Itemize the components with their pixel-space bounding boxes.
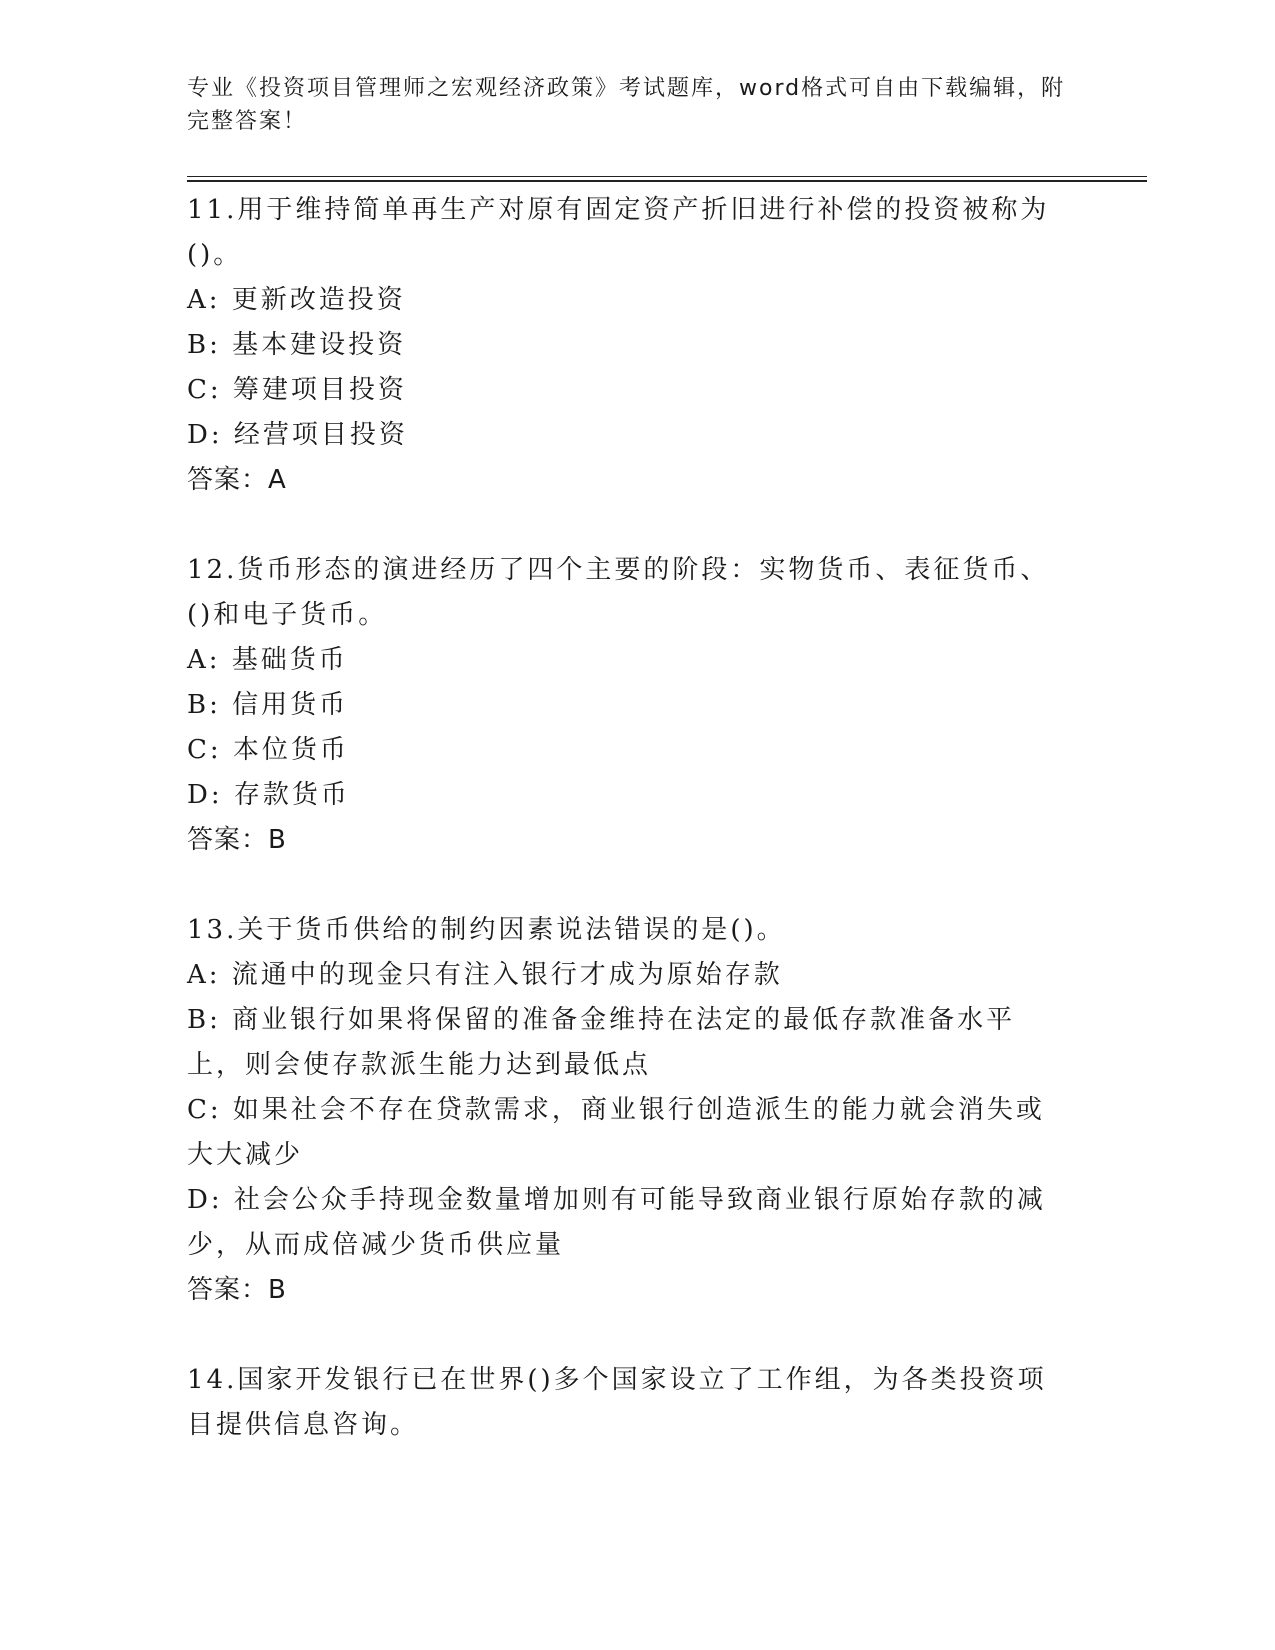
question-stem: 13.关于货币供给的制约因素说法错误的是()。 [187, 915, 786, 945]
answer-line: 答案：A [187, 465, 287, 495]
option-d: D: 经营项目投资 [187, 420, 408, 450]
question-13 [187, 908, 1067, 1313]
option-c: C: 本位货币 [187, 735, 349, 765]
question-12 [187, 548, 1067, 863]
answer-line: 答案：B [187, 1275, 287, 1305]
option-c: C: 如果社会不存在贷款需求，商业银行创造派生的能力就会消失或大大减少 [187, 1095, 1045, 1170]
option-c: C: 筹建项目投资 [187, 375, 407, 405]
option-a: A: 更新改造投资 [187, 285, 406, 315]
question-stem: 14.国家开发银行已在世界()多个国家设立了工作组，为各类投资项目提供信息咨询。 [187, 1365, 1047, 1440]
option-d: D: 存款货币 [187, 780, 350, 810]
option-d: D: 社会公众手持现金数量增加则有可能导致商业银行原始存款的减少，从而成倍减少货币供应量 [187, 1185, 1046, 1260]
answer-line: 答案：B [187, 825, 287, 855]
option-b: B: 基本建设投资 [187, 330, 407, 360]
option-a: A: 基础货币 [187, 645, 348, 675]
question-stem: 12.货币形态的演进经历了四个主要的阶段：实物货币、表征货币、()和电子货币。 [187, 555, 1050, 630]
option-b: B: 商业银行如果将保留的准备金维持在法定的最低存款准备水平上，则会使存款派生能力达到最低点 [187, 1005, 1016, 1080]
document-header: 专业《投资项目管理师之宏观经济政策》考试题库，word格式可自由下载编辑，附完整答案！ [187, 76, 1066, 134]
option-b: B: 信用货币 [187, 690, 349, 720]
header-divider-thin [187, 176, 1147, 177]
header-divider-thick [187, 180, 1147, 182]
question-14 [187, 1358, 1067, 1448]
question-11 [187, 188, 1067, 503]
option-a: A: 流通中的现金只有注入银行才成为原始存款 [187, 960, 783, 990]
question-list [187, 188, 1067, 1493]
question-stem: 11.用于维持简单再生产对原有固定资产折旧进行补偿的投资被称为()。 [187, 195, 1050, 270]
